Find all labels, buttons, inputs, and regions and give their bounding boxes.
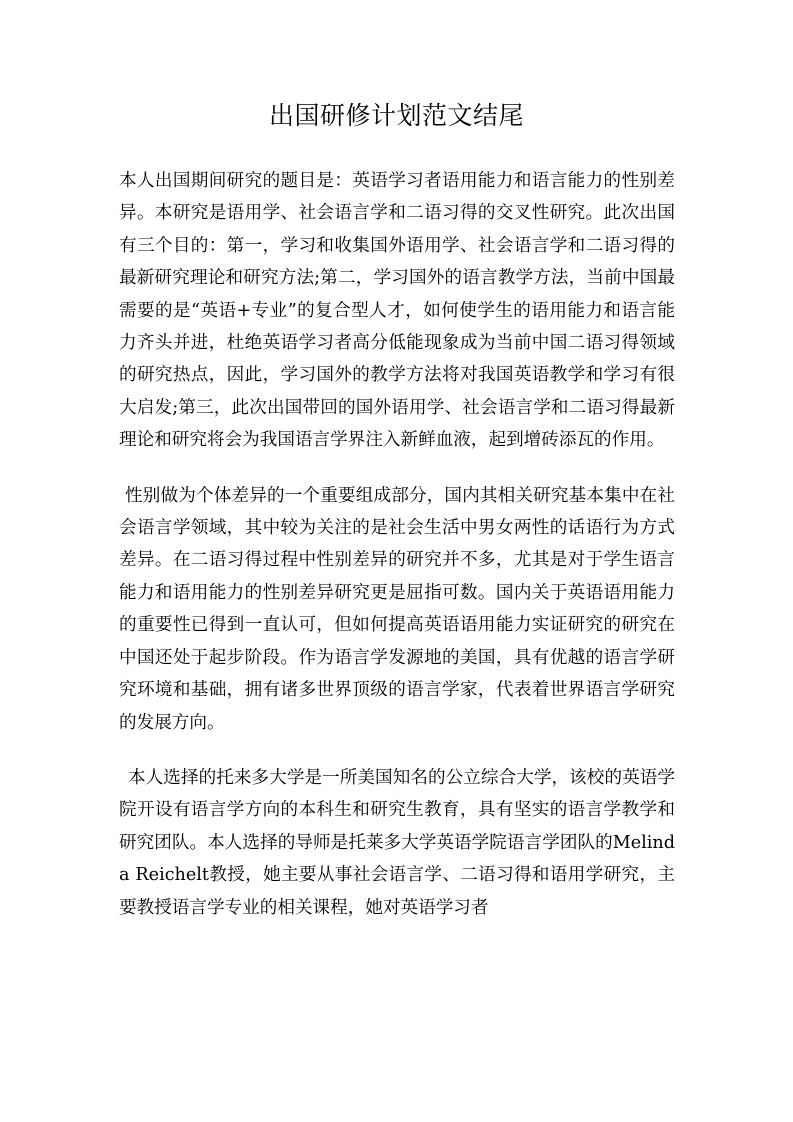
document-title: 出国研修计划范文结尾 — [268, 101, 524, 130]
paragraph-1: 本人出国期间研究的题目是：英语学习者语用能力和语言能力的性别差异。本研究是语用学、社会语言学和二语习得的交叉性研究。此次出国有三个目的：第一，学习和收集国外语用学、社会语言学和二语习得的最新研究理论和研究方法;第二，学习国外的语言教学方法，当前中国最需要的是“英语+专业”的复合型人才，如何使学生的语用能力和语言能力齐头并进，杜绝英语学习者高分低能现象成为当前中国二语习得领域的研究热点，因此，学习国外的教学方法将对我国英语教学和学习有很大启发;第三，此次出国带回的国外语用学、社会语言学和二语习得最新理论和研究将会为我国语言学界注入新鲜血液，起到增砖添瓦的作用。 — [119, 171, 675, 451]
document-body — [119, 165, 675, 947]
paragraph-2: 性别做为个体差异的一个重要组成部分，国内其相关研究基本集中在社会语言学领域，其中较为关注的是社会生活中男女两性的话语行为方式差异。在二语习得过程中性别差异的研究并不多，尤其是对于学生语言能力和语用能力的性别差异研究更是屈指可数。国内关于英语语用能力的重要性已得到一直认可，但如何提高英语语用能力实证研究的研究在中国还处于起步阶段。作为语言学发源地的美国，具有优越的语言学研究环境和基础，拥有诸多世界顶级的语言学家，代表着世界语言学研究的发展方向。 — [119, 485, 675, 733]
paragraph-3: 本人选择的托来多大学是一所美国知名的公立综合大学，该校的英语学院开设有语言学方向的本科生和研究生教育，具有坚实的语言学教学和研究团队。本人选择的导师是托莱多大学英语学院语言学团队的Melinda Reichelt教授，她主要从事社会语言学、二语习得和语用学研究，主要教授语言学专业的相关课程，她对英语学习者 — [119, 767, 675, 918]
